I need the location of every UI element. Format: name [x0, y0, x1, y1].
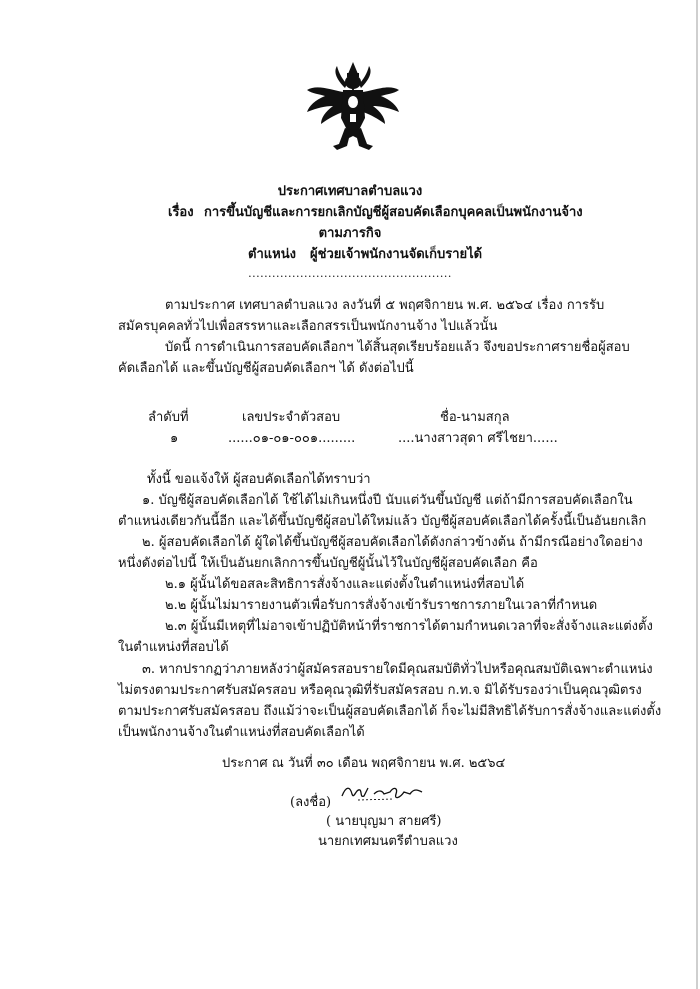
item-3-line3: ตามประกาศรับสมัครสอบ ถึงแม้ว่าจะเป็นผู้สอบคัดเลือกได้ ก็จะไม่มีสิทธิได้รับการสั่งจ้างและแต่งตั้ง [118, 704, 662, 719]
position-label: ตำแหน่ง [248, 247, 296, 262]
table-cell-exam-id: ......๐๑-๐๑-๐๐๑......... [228, 431, 356, 446]
item-2-2: ๒.๒ ผู้นั้นไม่มารายงานตัวเพื่อรับการสั่งจ้างเข้ารับราชการภายในเวลาที่กำหนด [165, 598, 598, 613]
item-1-line1: ๑. บัญชีผู้สอบคัดเลือกได้ ใช้ได้ไม่เกินหนึ่งปี นับแต่วันขึ้นบัญชี แต่ถ้ามีการสอบคัดเลือกใน [142, 493, 633, 508]
sign-label: (ลงชื่อ) [290, 795, 332, 810]
item-2-line2: หนึ่งดังต่อไปนี้ ให้เป็นอันยกเลิกการขึ้นบัญชีผู้นั้นไว้ในบัญชีผู้สอบคัดเลือก คือ [118, 556, 538, 571]
notice-intro: ทั้งนี้ ขอแจ้งให้ ผู้สอบคัดเลือกได้ทราบว่า [147, 472, 371, 487]
subject-label: เรื่อง [168, 205, 194, 220]
intro-p2-line2: คัดเลือกได้ และขึ้นบัญชีผู้สอบคัดเลือกฯ ได้ ดังต่อไปนี้ [118, 361, 414, 376]
item-3-line4: เป็นพนักงานจ้างในตำแหน่งที่สอบคัดเลือกได้ [118, 725, 365, 740]
signatory-name: ( นายบุญมา สายศรี) [326, 814, 442, 829]
intro-p1-line1: ตามประกาศ เทศบาลตำบลแวง ลงวันที่ ๕ พฤศจิกายน พ.ศ. ๒๕๖๔ เรื่อง การรับ [165, 298, 605, 313]
garuda-emblem-icon [303, 60, 403, 156]
item-2-3-line1: ๒.๓ ผู้นั้นมีเหตุที่ไม่อาจเข้าปฏิบัติหน้าที่ราชการได้ตามกำหนดเวลาที่จะสั่งจ้างและแต่งตั้ง [165, 619, 653, 634]
table-header-name: ชื่อ-นามสกุล [440, 410, 510, 425]
document-title: ประกาศเทศบาลตำบลแวง [277, 184, 423, 199]
item-3-line1: ๓. หากปรากฏว่าภายหลังว่าผู้สมัครสอบรายใดมีคุณสมบัติทั่วไปหรือคุณสมบัติเฉพาะตำแหน่ง [142, 662, 653, 677]
item-2-1: ๒.๑ ผู้นั้นได้ขอสละสิทธิการสั่งจ้างและแต่งตั้งในตำแหน่งที่สอบได้ [165, 577, 525, 592]
intro-p1-line2: สมัครบุคคลทั่วไปเพื่อสรรหาและเลือกสรรเป็นพนักงานจ้าง ไปแล้วนั้น [118, 319, 498, 334]
item-1-line2: ตำแหน่งเดียวกันนี้อีก และได้ขึ้นบัญชีผู้สอบได้ใหม่แล้ว บัญชีผู้สอบคัดเลือกได้ครั้งนี้เป็นอันยกเลิก [118, 514, 647, 529]
item-2-3-line2: ในตำแหน่งที่สอบได้ [118, 640, 229, 655]
table-cell-name: ....นางสาวสุดา ศรีไชยา...... [398, 431, 558, 446]
subject-line-1: การขึ้นบัญชีและการยกเลิกบัญชีผู้สอบคัดเลือกบุคคลเป็นพนักงานจ้าง [204, 205, 583, 220]
header-divider: ................................................... [248, 267, 452, 280]
subject-line-2: ตามภารกิจ [318, 226, 382, 241]
table-header-exam-id: เลขประจำตัวสอบ [242, 410, 341, 425]
table-cell-order: ๑ [170, 431, 179, 446]
intro-p2-line1: บัดนี้ การดำเนินการสอบคัดเลือกฯ ได้สิ้นสุดเรียบร้อยแล้ว จึงขอประกาศรายชื่อผู้สอบ [165, 340, 630, 355]
table-header-order: ลำดับที่ [148, 410, 189, 425]
position-value: ผู้ช่วยเจ้าพนักงานจัดเก็บรายได้ [310, 247, 483, 262]
item-3-line2: ไม่ตรงตามประกาศรับสมัครสอบ หรือคุณวุฒิที่รับสมัครสอบ ก.ท.จ มิได้รับรองว่าเป็นคุณวุฒิตรง [118, 683, 642, 698]
handwritten-signature [338, 780, 428, 804]
item-2-line1: ๒. ผู้สอบคัดเลือกได้ ผู้ใดได้ขึ้นบัญชีผู้สอบคัดเลือกได้ดังกล่าวข้างต้น ถ้ามีกรณีอย่างใดอย่าง [142, 535, 643, 550]
signatory-title: นายกเทศมนตรีตำบลแวง [318, 834, 458, 849]
announcement-date: ประกาศ ณ วันที่ ๓๐ เดือน พฤศจิกายน พ.ศ. ๒๕๖๔ [222, 756, 506, 771]
